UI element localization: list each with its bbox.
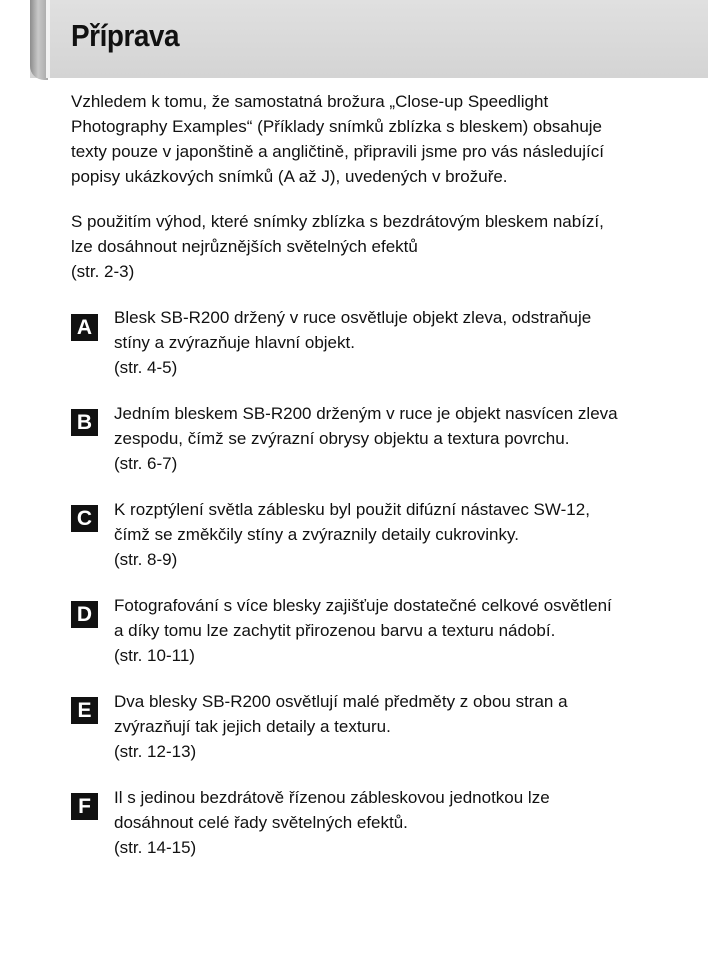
letter-badge: C [71, 505, 98, 532]
letter-badge: E [71, 697, 98, 724]
page-reference: (str. 10-11) [114, 646, 195, 665]
page-reference: (str. 2-3) [71, 262, 135, 281]
text-line: Jedním bleskem SB-R200 drženým v ruce je objekt nasvícen zleva [114, 404, 618, 423]
intro-paragraph-2 [71, 209, 691, 284]
text-line: Photography Examples“ (Příklady snímků zblízka s bleskem) obsahuje [71, 117, 603, 136]
text-line: lze dosáhnout nejrůznějších světelných efektů [71, 237, 418, 256]
text-line: Dva blesky SB-R200 osvětlují malé předměty z obou stran a [114, 692, 568, 711]
letter-badge: B [71, 409, 98, 436]
text-line: popisy ukázkových snímků (A až J), uvedených v brožuře. [71, 167, 508, 186]
item-description [114, 497, 704, 572]
header-divider [46, 0, 50, 78]
item-description [114, 785, 704, 860]
text-line: a díky tomu lze zachytit přirozenou barvu a texturu nádobí. [114, 621, 556, 640]
text-line: Fotografování s více blesky zajišťuje dostatečné celkové osvětlení [114, 596, 612, 615]
text-line: Vzhledem k tomu, že samostatná brožura „Close-up Speedlight [71, 92, 549, 111]
page-reference: (str. 12-13) [114, 742, 197, 761]
page-title: Příprava [71, 18, 180, 53]
page-reference: (str. 4-5) [114, 358, 178, 377]
item-description [114, 401, 704, 476]
text-line: čímž se změkčily stíny a zvýraznily detaily cukrovinky. [114, 525, 519, 544]
text-line: Il s jedinou bezdrátově řízenou zábleskovou jednotkou lze [114, 788, 550, 807]
intro-paragraph-1 [71, 89, 691, 189]
item-description [114, 689, 704, 764]
text-line: K rozptýlení světla záblesku byl použit difúzní nástavec SW-12, [114, 500, 590, 519]
text-line: zvýrazňují tak jejich detaily a texturu. [114, 717, 391, 736]
text-line: S použitím výhod, které snímky zblízka s bezdrátovým bleskem nabízí, [71, 212, 604, 231]
text-line: texty pouze v japonštině a angličtině, připravili jsme pro vás následující [71, 142, 604, 161]
item-description [114, 305, 704, 380]
text-line: dosáhnout celé řady světelných efektů. [114, 813, 408, 832]
text-line: Blesk SB-R200 držený v ruce osvětluje objekt zleva, odstraňuje [114, 308, 592, 327]
page-reference: (str. 14-15) [114, 838, 197, 857]
letter-badge: D [71, 601, 98, 628]
letter-badge: A [71, 314, 98, 341]
text-line: stíny a zvýrazňuje hlavní objekt. [114, 333, 355, 352]
letter-badge: F [71, 793, 98, 820]
page-reference: (str. 6-7) [114, 454, 178, 473]
text-line: zespodu, čímž se zvýrazní obrysy objektu a textura povrchu. [114, 429, 570, 448]
page-reference: (str. 8-9) [114, 550, 178, 569]
item-description [114, 593, 704, 668]
